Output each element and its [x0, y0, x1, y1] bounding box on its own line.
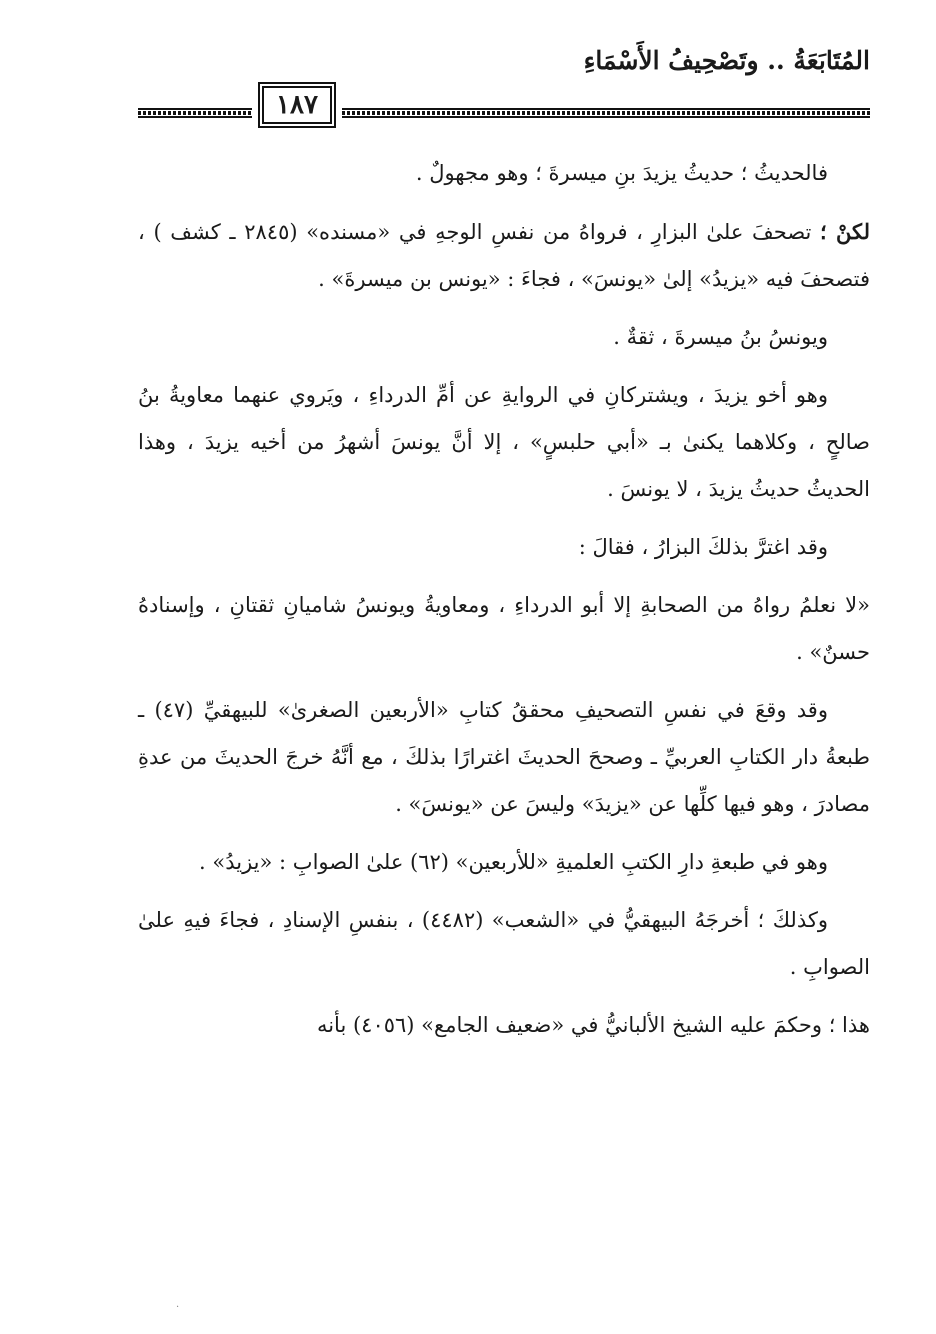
paragraph-2-lead: لكنْ ؛ — [820, 219, 870, 244]
paragraph-9-text: وكذلكَ ؛ أخرجَهُ البيهقيُّ في «الشعب» (٤٤٨٢) ، بنفسِ الإسنادِ ، فجاءَ فيهِ علىٰ الصوابِ . — [138, 908, 870, 979]
paragraph-3-text: ويونسُ بنُ ميسرةَ ، ثقةٌ . — [613, 325, 828, 349]
paragraph-4 — [138, 372, 870, 513]
quote-paragraph — [138, 582, 870, 676]
paragraph-7 — [138, 687, 870, 828]
paragraph-9 — [138, 897, 870, 991]
scan-speck: · — [176, 1302, 180, 1313]
page-number: ١٨٧ — [262, 86, 332, 124]
header-rule-left — [138, 108, 252, 118]
paragraph-7-text: وقد وقعَ في نفسِ التصحيفِ محققُ كتابِ «الأربعين الصغرىٰ» للبيهقيِّ (٤٧) ـ طبعةُ دار الكتابِ العربيِّ ـ وصححَ الحديثَ اغترارًا بذلكَ ، مع أنَّهُ خرجَ الحديثَ من عدةِ مصادرَ ، وهو فيها كلِّها عن «يزيدَ» وليسَ عن «يونسَ» . — [138, 698, 870, 816]
paragraph-1 — [138, 150, 870, 197]
paragraph-10 — [138, 1002, 870, 1049]
paragraph-8 — [138, 839, 870, 886]
body-text — [138, 150, 870, 1060]
running-header-title: المُتَابَعَةُ .. وتَصْحِيفُ الأَسْمَاءِ — [583, 46, 870, 75]
paragraph-2-text: تصحفَ علىٰ البزارِ ، فرواهُ من نفسِ الوجهِ في «مسنده» (٢٨٤٥ ـ كشف ) ، فتصحفَ فيه «يزيدُ» إلىٰ «يونسَ» ، فجاءَ : «يونس بن ميسرةَ» . — [138, 220, 870, 291]
paragraph-2 — [138, 208, 870, 303]
paragraph-3 — [138, 314, 870, 361]
paragraph-5-text: وقد اغترَّ بذلكَ البزارُ ، فقالَ : — [578, 535, 828, 559]
quote-paragraph-text: «لا نعلمُ رواهُ من الصحابةِ إلا أبو الدرداءِ ، ومعاويةُ ويونسُ شاميانِ ثقتانِ ، وإسنادهُ حسنٌ» . — [138, 593, 870, 664]
paragraph-1-text: فالحديثُ ؛ حديثُ يزيدَ بنِ ميسرةَ ؛ وهو مجهولٌ . — [415, 161, 828, 185]
header-rule-right — [342, 108, 870, 118]
paragraph-8-text: وهو في طبعةِ دارِ الكتبِ العلميةِ «للأربعين» (٦٢) علىٰ الصوابِ : «يزيدُ» . — [199, 850, 828, 874]
paragraph-10-text: هذا ؛ وحكمَ عليه الشيخ الألبانيُّ في «ضعيف الجامع» (٤٠٥٦) بأنه — [316, 1013, 870, 1037]
paragraph-4-text: وهو أخو يزيدَ ، ويشتركانِ في الروايةِ عن أمِّ الدرداءِ ، ويَروي عنهما معاويةُ بنُ صالحٍ ، وكلاهما يكنىٰ بـ «أبي حلبسٍ» ، إلا أنَّ يونسَ أشهرُ من أخيه يزيدَ ، وهذا الحديثُ حديثُ يزيدَ ، لا يونسَ . — [138, 383, 870, 501]
paragraph-5 — [138, 524, 870, 571]
